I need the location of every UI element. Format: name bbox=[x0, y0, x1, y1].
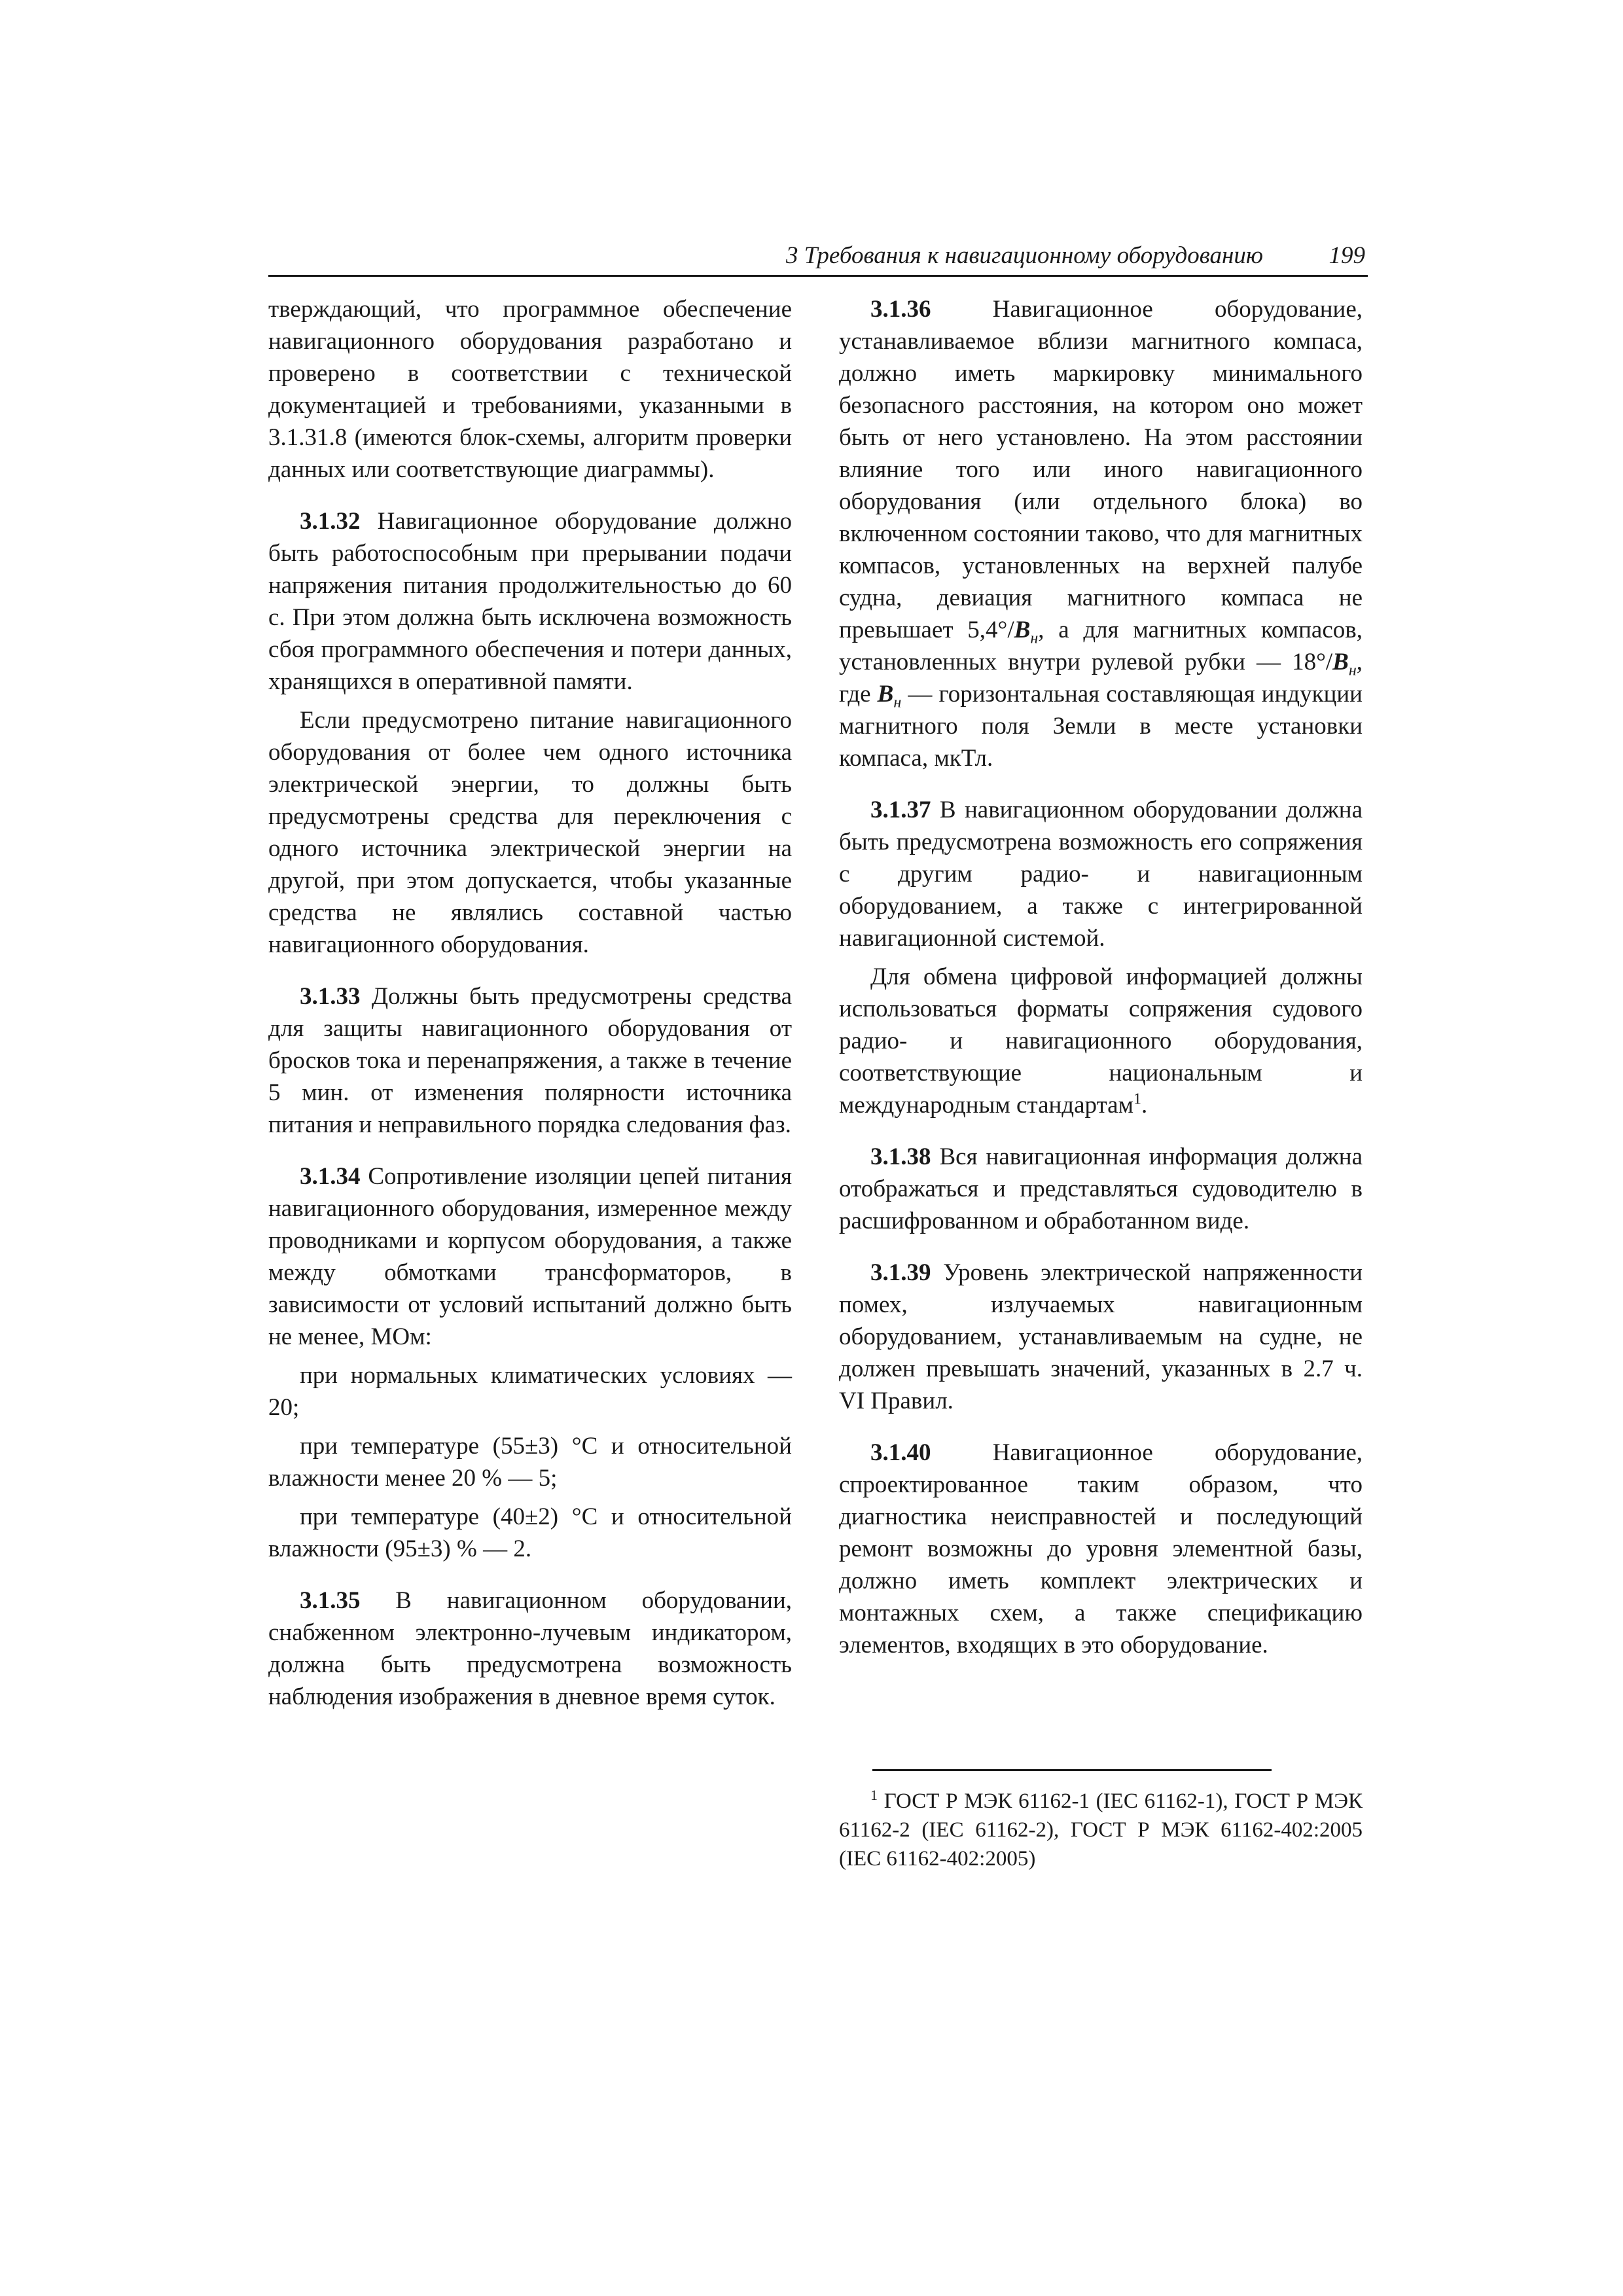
list-item: при температуре (55±3) °С и относительной влажности менее 20 % — 5; bbox=[268, 1433, 792, 1492]
variable-subscript: н bbox=[893, 694, 902, 711]
paragraph-continuation: тверждающий, что программное обеспечение навигационного оборудования разработано и проверено в соответствии с технической документацией и требованиями, указанными в 3.1.31.8 (имеются блок-схемы, алгоритм проверки данных или соответствующие диаграммы). bbox=[268, 296, 792, 483]
section-text: Для обмена цифровой информацией должны использоваться форматы сопряжения судового радио- и навигационного оборудования, соответствующие национальным и международным стандартам bbox=[839, 963, 1363, 1119]
section-3-1-33 bbox=[268, 980, 792, 1141]
page-number: 199 bbox=[1329, 242, 1365, 269]
section-number: 3.1.40 bbox=[870, 1439, 931, 1466]
section-text: Навигационное оборудование, устанавливаемое вблизи магнитного компаса, должно иметь маркировку минимального безопасного расстояния, на котором оно может быть от него установлено. На этом расстоянии влияние того или иного навигационного оборудования (или отдельного блока) во включенном состоянии таково, что для магнитных компасов, установленных на верхней палубе судна, девиация магнитного компаса не превышает 5,4°/ bbox=[839, 296, 1363, 643]
section-text: В навигационном оборудовании должна быть предусмотрена возможность его сопряжения с другим радио- и навигационным оборудованием, а также с интегрированной навигационной системой. bbox=[839, 797, 1363, 952]
running-header bbox=[268, 237, 1368, 277]
section-text: Вся навигационная информация должна отображаться и представляться судоводителю в расшифрованном и обработанном виде. bbox=[839, 1143, 1363, 1234]
section-text: , а для магнитных компасов, установленных внутри рулевой рубки — 18°/ bbox=[839, 617, 1363, 675]
section-3-1-36 bbox=[839, 293, 1363, 774]
section-number: 3.1.35 bbox=[300, 1587, 361, 1614]
section-text: — горизонтальная составляющая индукции магнитного поля Земли в месте установки компаса, мкТл. bbox=[839, 681, 1363, 772]
section-text: В навигационном оборудовании, снабженном электронно-лучевым индикатором, должна быть предусмотрена возможность наблюдения изображения в дневное время суток. bbox=[268, 1587, 792, 1710]
section-text: Должны быть предусмотрены средства для защиты навигационного оборудования от бросков тока и перенапряжения, а также в течение 5 мин. от изменения полярности источника питания и неправильного порядка следования фаз. bbox=[268, 983, 792, 1138]
variable-subscript: н bbox=[1030, 630, 1039, 647]
section-3-1-38 bbox=[839, 1141, 1363, 1237]
section-3-1-32-paragraph-2: Если предусмотрено питание навигационного оборудования от более чем одного источника электрической энергии, то должны быть предусмотрены средства для переключения с одного источника электрической энергии на другой, при этом допускается, чтобы указанные средства не являлись составной частью навигационного оборудования. bbox=[268, 707, 792, 958]
section-3-1-32 bbox=[268, 505, 792, 698]
running-title: 3 Требования к навигационному оборудованию bbox=[786, 242, 1263, 269]
variable-subscript: н bbox=[1348, 662, 1357, 679]
section-text: Навигационное оборудование, спроектированное таким образом, что диагностика неисправностей и последующий ремонт возможны до уровня элементной базы, должно иметь комплект электрических и монтажных схем, а также спецификацию элементов, входящих в это оборудование. bbox=[839, 1439, 1363, 1659]
section-text: Сопротивление изоляции цепей питания навигационного оборудования, измеренное между проводниками и корпусом оборудования, а также между обмотками трансформаторов, в зависимости от условий испытаний должно быть не менее, МОм: bbox=[268, 1163, 792, 1350]
section-text: Навигационное оборудование должно быть работоспособным при прерывании подачи напряжения питания продолжительностью до 60 с. При этом должна быть исключена возможность сбоя программного обеспечения и потери данных, хранящихся в оперативной памяти. bbox=[268, 508, 792, 695]
section-3-1-40 bbox=[839, 1437, 1363, 1661]
section-number: 3.1.33 bbox=[300, 983, 361, 1010]
section-number: 3.1.36 bbox=[870, 296, 931, 323]
section-3-1-37 bbox=[839, 794, 1363, 954]
footnote-divider bbox=[872, 1769, 1272, 1771]
section-number: 3.1.38 bbox=[870, 1143, 931, 1170]
footnote bbox=[839, 1787, 1363, 1873]
list-item: при температуре (40±2) °С и относительной влажности (95±3) % — 2. bbox=[268, 1503, 792, 1562]
variable-b: B bbox=[1332, 649, 1349, 675]
footnote-reference: 1 bbox=[1133, 1090, 1142, 1108]
section-text: , где bbox=[839, 649, 1363, 708]
variable-b: B bbox=[877, 681, 894, 708]
right-column bbox=[839, 293, 1363, 1661]
section-text: Уровень электрической напряженности помех, излучаемых навигационным оборудованием, устанавливаемым на судне, не должен превышать значений, указанных в 2.7 ч. VI Правил. bbox=[839, 1259, 1363, 1414]
list-item: при нормальных климатических условиях — 20; bbox=[268, 1362, 792, 1421]
section-3-1-37-paragraph-2 bbox=[839, 961, 1363, 1121]
footnote-text: ГОСТ Р МЭК 61162-1 (IEC 61162-1), ГОСТ Р МЭК 61162-2 (IEC 61162-2), ГОСТ Р МЭК 61162-402:2005 (IEC 61162-402:2005) bbox=[839, 1789, 1363, 1871]
variable-b: B bbox=[1014, 617, 1031, 643]
section-number: 3.1.32 bbox=[300, 508, 361, 535]
footnote-mark: 1 bbox=[870, 1787, 878, 1803]
section-number: 3.1.34 bbox=[300, 1163, 361, 1190]
section-number: 3.1.37 bbox=[870, 797, 931, 823]
section-number: 3.1.39 bbox=[870, 1259, 931, 1286]
section-text: . bbox=[1141, 1092, 1148, 1119]
section-3-1-34 bbox=[268, 1160, 792, 1353]
section-3-1-35 bbox=[268, 1585, 792, 1713]
section-3-1-39 bbox=[839, 1257, 1363, 1417]
left-column bbox=[268, 293, 792, 1713]
